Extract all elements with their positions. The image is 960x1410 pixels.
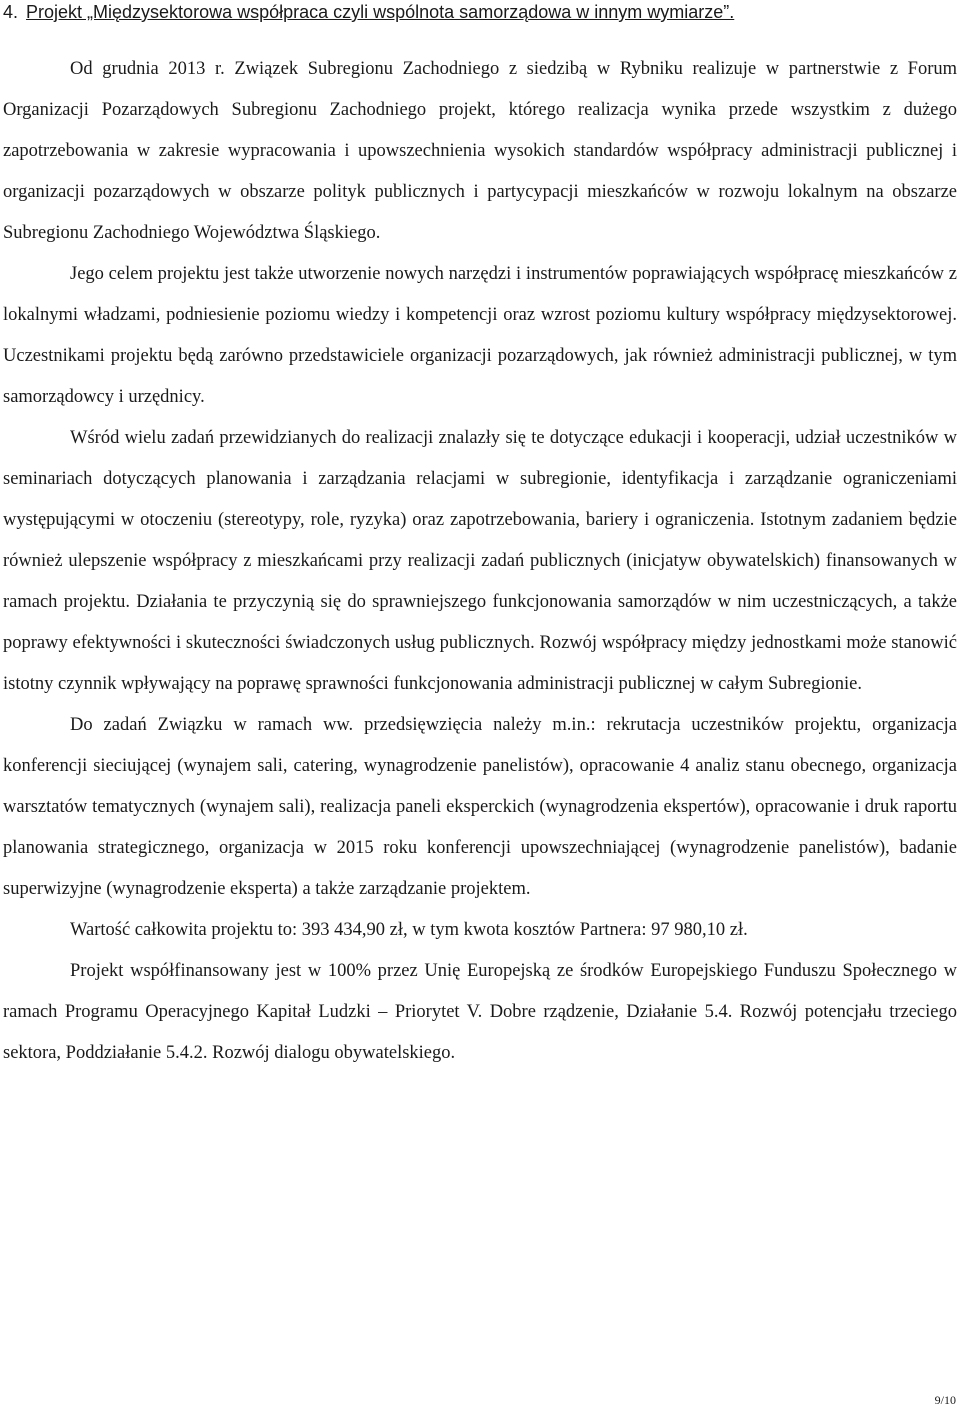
paragraph-project-value: Wartość całkowita projektu to: 393 434,90 zł, w tym kwota kosztów Partnera: 97 980,10 zł. (70, 920, 748, 940)
document-page (3, 0, 957, 1074)
paragraph-funding: Projekt współfinansowany jest w 100% przez Unię Europejską ze środków Europejskiego Funduszu Społecznego w ramach Programu Operacyjnego Kapitał Ludzki – Priorytet V. Dobre rządzenie, Działanie 5.4. Rozwój potencjału trzeciego sektora, Poddziałanie 5.4.2. Rozwój dialogu obywatelskiego. (3, 961, 957, 1063)
paragraph-goals: Jego celem projektu jest także utworzenie nowych narzędzi i instrumentów poprawiających współpracę mieszkańców z lokalnymi władzami, podniesienie poziomu wiedzy i kompetencji oraz wzrost poziomu kultury współpracy międzysektorowej. Uczestnikami projektu będą zarówno przedstawiciele organizacji pozarządowych, jak również administracji publicznej, w tym samorządowcy i urzędnicy. (3, 264, 957, 407)
paragraph-tasks: Wśród wielu zadań przewidzianych do realizacji znalazły się te dotyczące edukacji i kooperacji, udział uczestników w seminariach dotyczących planowania i zarządzania relacjami w subregionie, identyfikacja i zarządzanie ograniczeniami występującymi w otoczeniu (stereotypy, role, ryzyka) oraz zapotrzebowania, bariery i ograniczenia. Istotnym zadaniem będzie również ulepszenie współpracy z mieszkańcami przy realizacji zadań publicznych (inicjatyw obywatelskich) finansowanych w ramach projektu. Działania te przyczynią się do sprawniejszego funkcjonowania samorządów w nim uczestniczących, a także poprawy efektywności i skuteczności świadczonych usług publicznych. Rozwój współpracy między jednostkami może stanowić istotny czynnik wpływający na poprawę sprawności funkcjonowania administracji publicznej w całym Subregionie. (3, 428, 957, 694)
paragraph-union-tasks: Do zadań Związku w ramach ww. przedsięwzięcia należy m.in.: rekrutacja uczestników projektu, organizacja konferencji sieciującej (wynajem sali, catering, wynagrodzenie panelistów), opracowanie 4 analiz stanu obecnego, organizacja warsztatów tematycznych (wynajem sali), realizacja paneli eksperckich (wynagrodzenia ekspertów), opracowanie i druk raportu planowania strategicznego, organizacja w 2015 roku konferencji upowszechniającej (wynagrodzenie panelistów), badanie superwizyjne (wynagrodzenie eksperta) a także zarządzanie projektem. (3, 715, 957, 899)
section-heading (3, 0, 957, 24)
paragraph-intro: Od grudnia 2013 r. Związek Subregionu Zachodniego z siedzibą w Rybniku realizuje w partnerstwie z Forum Organizacji Pozarządowych Subregionu Zachodniego projekt, którego realizacja wynika przede wszystkim z dużego zapotrzebowania w zakresie wypracowania i upowszechnienia wysokich standardów współpracy administracji publicznej i organizacji pozarządowych w obszarze polityk publicznych i partycypacji mieszkańców w rozwoju lokalnym na obszarze Subregionu Zachodniego Województwa Śląskiego. (3, 59, 957, 243)
section-title: Projekt „Międzysektorowa współpraca czyli wspólnota samorządowa w innym wymiarze”. (26, 2, 735, 22)
page-number: 9/10 (934, 1393, 956, 1407)
section-number: 4. (3, 2, 19, 22)
